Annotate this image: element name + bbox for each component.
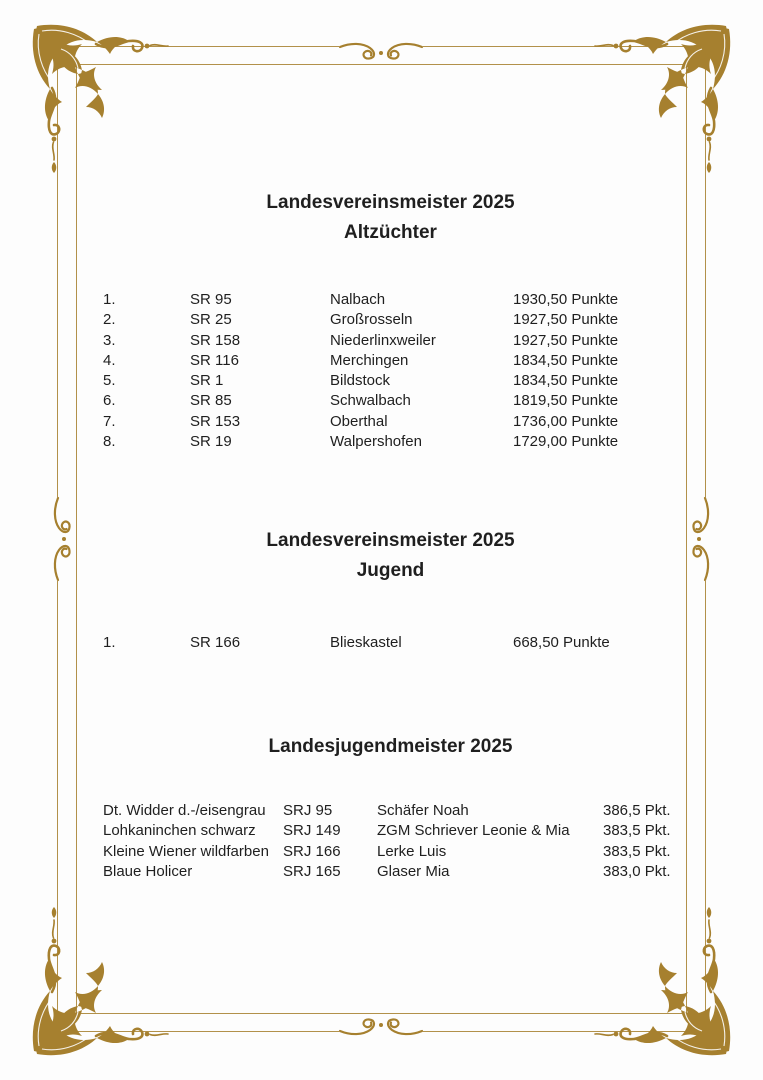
result-row — [103, 821, 671, 841]
section-title-altzuechter — [104, 188, 677, 248]
club-name-cell: Schwalbach — [330, 392, 411, 410]
scroll-ornament-icon — [336, 1016, 426, 1038]
points-cell: 383,5 Pkt. — [603, 822, 671, 840]
result-row — [103, 633, 676, 653]
points-cell: 1927,50 Punkte — [513, 311, 619, 329]
points-cell: 1834,50 Punkte — [513, 372, 619, 390]
result-row — [103, 310, 676, 330]
points-cell: 1834,50 Punkte — [513, 351, 619, 369]
results-table-jugend — [103, 633, 676, 653]
title-subline: Jugend — [356, 560, 425, 581]
club-number-cell: SR 25 — [190, 311, 232, 329]
breed-cell: Blaue Holicer — [103, 862, 193, 880]
breed-cell: Dt. Widder d.-/eisengrau — [103, 802, 266, 819]
result-row — [103, 412, 676, 432]
club-name-cell: Oberthal — [330, 412, 388, 430]
rank-cell: 8. — [103, 433, 116, 451]
club-name-cell: Merchingen — [330, 351, 409, 369]
result-row — [103, 432, 676, 452]
club-number-cell: SR 85 — [190, 392, 232, 410]
points-cell: 1819,50 Punkte — [513, 392, 619, 410]
club-name-cell: Großrosseln — [330, 311, 413, 329]
breeder-name-cell: Lerke Luis — [377, 842, 447, 860]
title-line: Landesjugendmeister 2025 — [268, 736, 513, 757]
points-cell: 668,50 Punkte — [513, 634, 610, 651]
scroll-ornament-icon — [51, 494, 73, 584]
points-cell: 1729,00 Punkte — [513, 433, 619, 451]
club-number-cell: SR 158 — [190, 331, 241, 349]
result-row — [103, 842, 671, 862]
breeder-number-cell: SRJ 165 — [283, 862, 341, 880]
breed-cell: Lohkaninchen schwarz — [103, 822, 256, 840]
club-name-cell: Blieskastel — [330, 634, 402, 651]
result-row — [103, 290, 676, 310]
club-number-cell: SR 166 — [190, 634, 241, 651]
rank-cell: 2. — [103, 311, 116, 329]
club-number-cell: SR 95 — [190, 291, 232, 308]
title-line: Landesvereinsmeister 2025 — [266, 530, 515, 551]
scroll-ornament-icon — [336, 40, 426, 62]
breeder-name-cell: ZGM Schriever Leonie & Mia — [377, 822, 570, 840]
results-table-altzuechter — [103, 290, 676, 452]
club-number-cell: SR 116 — [190, 351, 239, 369]
title-subline: Altzüchter — [344, 222, 437, 243]
section-title-landesjugendmeister — [104, 732, 677, 762]
rank-cell: 7. — [103, 412, 116, 430]
points-cell: 383,5 Pkt. — [603, 842, 671, 860]
breeder-name-cell: Schäfer Noah — [377, 802, 469, 819]
scroll-ornament-icon — [690, 494, 712, 584]
rank-cell: 1. — [103, 634, 116, 651]
corner-flourish-icon — [593, 906, 733, 1058]
result-row — [103, 391, 676, 411]
breeder-number-cell: SRJ 166 — [283, 842, 341, 860]
breeder-number-cell: SRJ 149 — [283, 822, 341, 840]
rank-cell: 3. — [103, 331, 116, 349]
club-number-cell: SR 1 — [190, 372, 224, 390]
breed-cell: Kleine Wiener wildfarben — [103, 842, 269, 860]
points-cell: 383,0 Pkt. — [603, 862, 671, 880]
rank-cell: 4. — [103, 351, 116, 369]
points-cell: 386,5 Pkt. — [603, 802, 671, 819]
club-number-cell: SR 153 — [190, 412, 241, 430]
club-number-cell: SR 19 — [190, 433, 232, 451]
rank-cell: 6. — [103, 392, 116, 410]
corner-flourish-icon — [593, 22, 733, 174]
points-cell: 1736,00 Punkte — [513, 412, 619, 430]
rank-cell: 1. — [103, 291, 116, 308]
results-table-landesjugendmeister — [103, 801, 671, 882]
points-cell: 1927,50 Punkte — [513, 331, 619, 349]
club-name-cell: Nalbach — [330, 291, 386, 308]
corner-flourish-icon — [30, 22, 170, 174]
result-row — [103, 371, 676, 391]
result-row — [103, 801, 671, 821]
rank-cell: 5. — [103, 372, 116, 390]
club-name-cell: Bildstock — [330, 372, 391, 390]
club-name-cell: Walpershofen — [330, 433, 422, 451]
section-title-jugend — [104, 526, 677, 586]
breeder-number-cell: SRJ 95 — [283, 802, 333, 819]
result-row — [103, 862, 671, 882]
title-line: Landesvereinsmeister 2025 — [266, 192, 515, 213]
corner-flourish-icon — [30, 906, 170, 1058]
points-cell: 1930,50 Punkte — [513, 291, 619, 308]
breeder-name-cell: Glaser Mia — [377, 862, 450, 880]
result-row — [103, 351, 676, 371]
result-row — [103, 331, 676, 351]
club-name-cell: Niederlinxweiler — [330, 331, 436, 349]
